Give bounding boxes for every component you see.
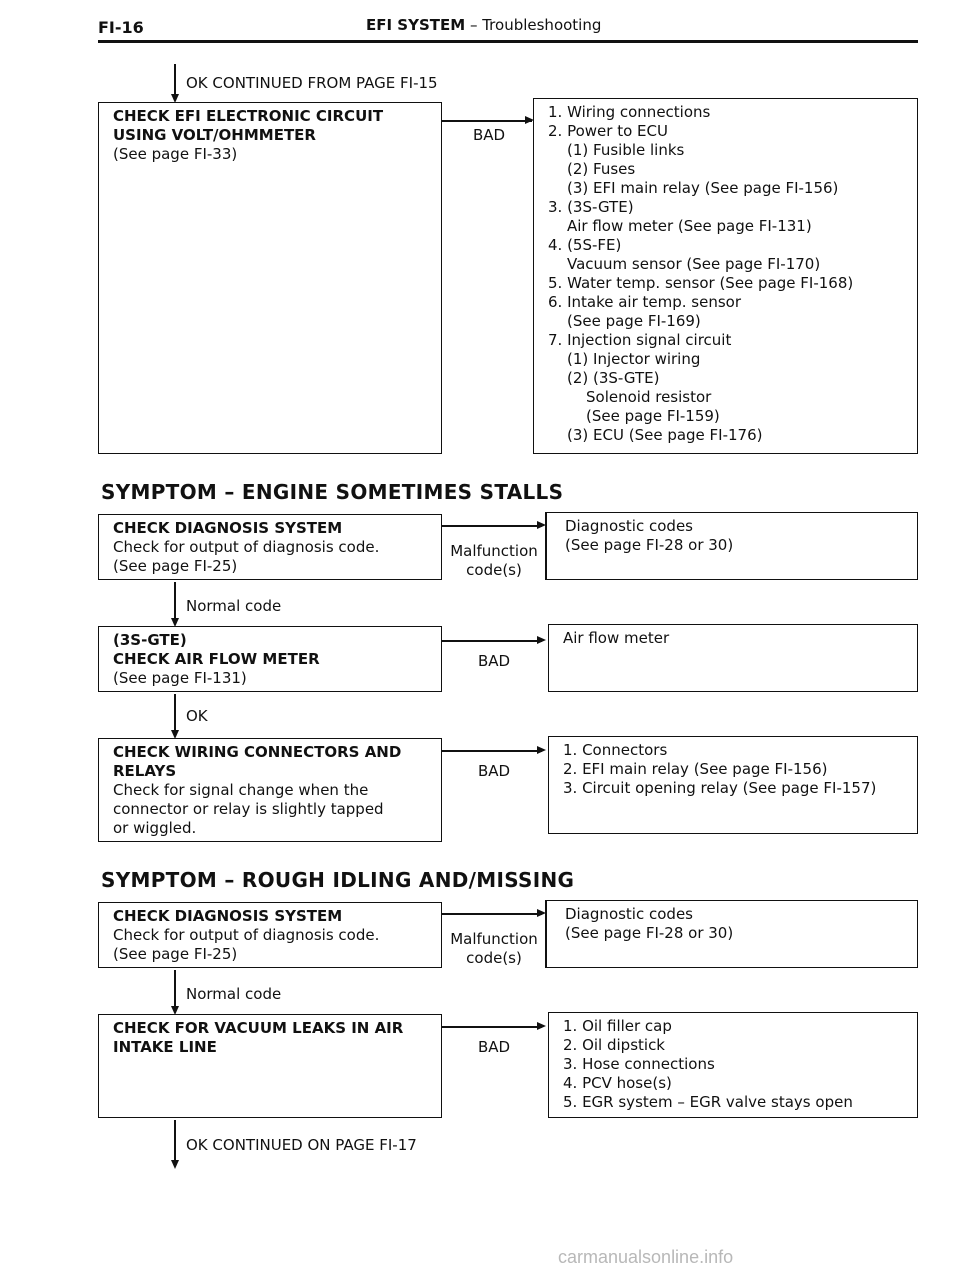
efi-causes-box (533, 98, 918, 454)
efi-cause-item: (3) ECU (See page FI-176) (567, 426, 763, 444)
s2-diag-result-1: Diagnostic codes (565, 905, 693, 923)
s1-wiring-title-2: RELAYS (113, 762, 177, 780)
s1-malfunction-label (442, 542, 546, 580)
efi-cause-item: (3) EFI main relay (See page FI-156) (567, 179, 839, 197)
efi-cause-item: (1) Injector wiring (567, 350, 701, 368)
s1-wiring-result-3: 3. Circuit opening relay (See page FI-157) (563, 779, 877, 797)
arrow-down-icon (171, 1160, 179, 1169)
s1-wiring-result-box (548, 736, 918, 834)
efi-cause-item: (2) (3S-GTE) (567, 369, 660, 387)
s2-malfunction-line1: Malfunction (450, 930, 538, 948)
continued-from-text: OK CONTINUED FROM PAGE FI-15 (186, 74, 438, 92)
s1-normal-code-text: Normal code (186, 597, 282, 615)
s1-diag-result-1: Diagnostic codes (565, 517, 693, 535)
s1-ok-text: OK (186, 707, 208, 725)
s1-wiring-line-3: or wiggled. (113, 819, 197, 837)
title-sub: – Troubleshooting (469, 16, 602, 34)
header-rule (98, 40, 918, 43)
s2-malfunction-label (442, 930, 546, 968)
s1-air-flow-meter-box (98, 626, 442, 692)
s1-diagnosis-box (98, 514, 442, 580)
page-title (366, 16, 601, 34)
arrow-right-icon (537, 746, 546, 754)
s2-diag-result-2: (See page FI-28 or 30) (565, 924, 734, 942)
arrow-right-icon (537, 1022, 546, 1030)
s2-diag-result-box (545, 900, 918, 968)
branch-line (442, 120, 532, 122)
efi-cause-item: 2. Power to ECU (548, 122, 668, 140)
efi-check-ref: (See page FI-33) (113, 145, 238, 163)
efi-circuit-check-box (98, 102, 442, 454)
s1-malfunction-line1: Malfunction (450, 542, 538, 560)
s1-diag-ref: (See page FI-25) (113, 557, 238, 575)
efi-cause-item: Vacuum sensor (See page FI-170) (567, 255, 821, 273)
s2-diag-title: CHECK DIAGNOSIS SYSTEM (113, 907, 343, 925)
efi-cause-item: 7. Injection signal circuit (548, 331, 732, 349)
s2-vacuum-check-box (98, 1014, 442, 1118)
s1-diag-result-box (545, 512, 918, 580)
s1-wiring-line-2: connector or relay is slightly tapped (113, 800, 384, 818)
s2-vacuum-result-4: 4. PCV hose(s) (563, 1074, 672, 1092)
efi-cause-item: 5. Water temp. sensor (See page FI-168) (548, 274, 854, 292)
symptom-engine-stalls-heading: SYMPTOM – ENGINE SOMETIMES STALLS (101, 480, 564, 504)
s1-diag-title: CHECK DIAGNOSIS SYSTEM (113, 519, 343, 537)
s1-malfunction-line2: code(s) (466, 561, 522, 579)
s1-wiring-result-2: 2. EFI main relay (See page FI-156) (563, 760, 828, 778)
s1-afm-result: Air flow meter (563, 629, 670, 647)
s1-wiring-title-1: CHECK WIRING CONNECTORS AND (113, 743, 402, 761)
efi-cause-item: 3. (3S-GTE) (548, 198, 634, 216)
efi-check-title-1: CHECK EFI ELECTRONIC CIRCUIT (113, 107, 384, 125)
s2-vacuum-result-3: 3. Hose connections (563, 1055, 715, 1073)
s2-vacuum-result-5: 5. EGR system – EGR valve stays open (563, 1093, 853, 1111)
watermark-text: carmanualsonline.info (558, 1247, 734, 1267)
branch-line (442, 750, 542, 752)
efi-cause-item: (1) Fusible links (567, 141, 685, 159)
s1-afm-title-1: (3S-GTE) (113, 631, 187, 649)
efi-cause-item: Air flow meter (See page FI-131) (567, 217, 812, 235)
efi-check-title-2: USING VOLT/OHMMETER (113, 126, 316, 144)
s1-wiring-line-1: Check for signal change when the (113, 781, 369, 799)
s1-afm-ref: (See page FI-131) (113, 669, 247, 687)
s1-afm-result-box (548, 624, 918, 692)
efi-bad-label: BAD (472, 126, 506, 144)
s2-vacuum-result-box (548, 1012, 918, 1118)
s1-wiring-bad-label: BAD (477, 762, 511, 780)
s2-diag-line: Check for output of diagnosis code. (113, 926, 380, 944)
branch-line (442, 640, 542, 642)
flow-line (174, 1120, 176, 1164)
s2-malfunction-line2: code(s) (466, 949, 522, 967)
branch-line (442, 913, 542, 915)
efi-cause-item: Solenoid resistor (586, 388, 712, 406)
continued-on-text: OK CONTINUED ON PAGE FI-17 (186, 1136, 417, 1154)
s1-wiring-check-box (98, 738, 442, 842)
s2-vacuum-bad-label: BAD (477, 1038, 511, 1056)
efi-cause-item: 1. Wiring connections (548, 103, 711, 121)
s1-diag-result-2: (See page FI-28 or 30) (565, 536, 734, 554)
efi-cause-item: (2) Fuses (567, 160, 636, 178)
efi-cause-item: (See page FI-169) (567, 312, 701, 330)
branch-line (442, 1026, 542, 1028)
s1-afm-title-2: CHECK AIR FLOW METER (113, 650, 320, 668)
s2-diagnosis-box (98, 902, 442, 968)
efi-cause-item: 4. (5S-FE) (548, 236, 622, 254)
s1-wiring-result-1: 1. Connectors (563, 741, 668, 759)
s2-normal-code-text: Normal code (186, 985, 282, 1003)
s2-vacuum-result-1: 1. Oil filler cap (563, 1017, 672, 1035)
s2-diag-ref: (See page FI-25) (113, 945, 238, 963)
symptom-rough-idling-heading: SYMPTOM – ROUGH IDLING AND/MISSING (101, 868, 575, 892)
s1-diag-line: Check for output of diagnosis code. (113, 538, 380, 556)
arrow-right-icon (537, 636, 546, 644)
efi-cause-item: 6. Intake air temp. sensor (548, 293, 742, 311)
flow-line (174, 64, 176, 98)
s2-vacuum-result-2: 2. Oil dipstick (563, 1036, 665, 1054)
s2-vacuum-title-1: CHECK FOR VACUUM LEAKS IN AIR (113, 1019, 404, 1037)
branch-line (442, 525, 542, 527)
page-number: FI-16 (98, 18, 144, 37)
s1-afm-bad-label: BAD (477, 652, 511, 670)
efi-cause-item: (See page FI-159) (586, 407, 720, 425)
title-main: EFI SYSTEM (366, 16, 466, 34)
s2-vacuum-title-2: INTAKE LINE (113, 1038, 217, 1056)
